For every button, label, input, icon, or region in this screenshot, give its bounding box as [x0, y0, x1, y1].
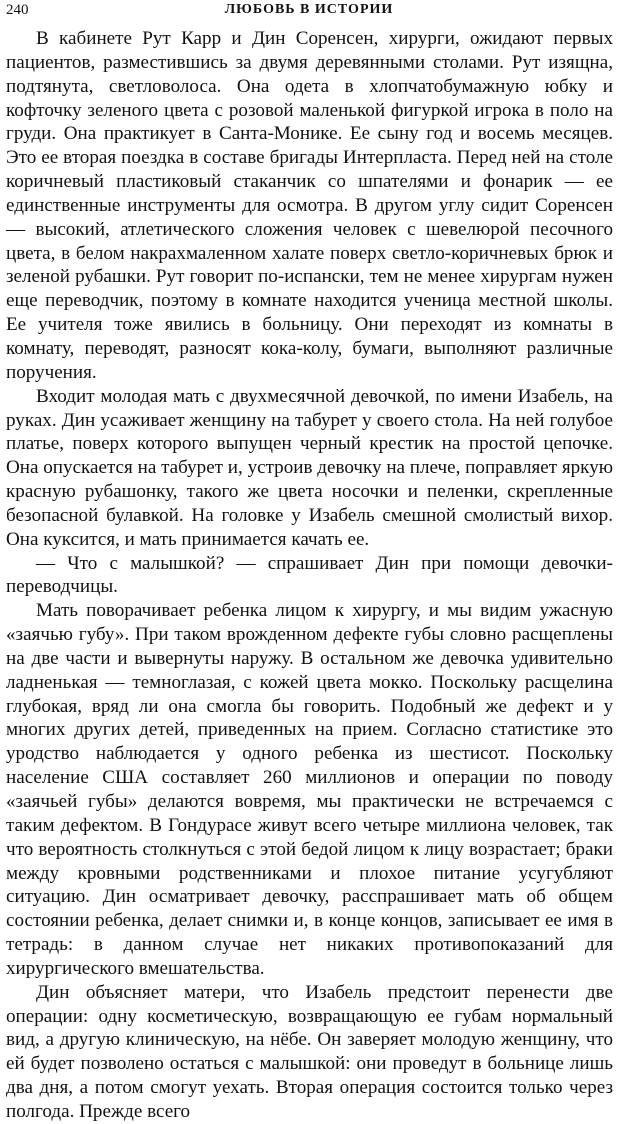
paragraph: Дин объясняет матери, что Изабель предстоит перенести две операции: одну косметическую, возвращающую ее губам нормальный вид, а другую клиническую, на нёбе. Он заверяет молодую женщину, что ей будет позволено остаться с малышкой: они проведут в больнице лишь два дня, а потом смогут уехать. Вторая операция состоится только через полгода. Прежде всего: [6, 981, 613, 1122]
page-number: 240: [6, 2, 29, 18]
paragraph: Мать поворачивает ребенка лицом к хирургу, и мы видим ужасную «заячью губу». При таком врожденном дефекте губы словно расщеплены на две части и вывернуты наружу. В остальном же девочка удивительно ладненькая — темноглазая, с кожей цвета мокко. Поскольку расщелина глубокая, вряд ли она смогла бы говорить. Подобный же дефект и у многих других детей, приведенных на прием. Согласно статистике это уродство наблюдается у одного ребенка из шестисот. Поскольку население США составляет 260 миллионов и операции по поводу «заячьей губы» делаются вовремя, мы практически не встречаемся с таким дефектом. В Гондурасе живут всего четыре миллиона человек, так что вероятность столкнуться с этой бедой лицом к лицу возрастает; браки между кровными родственниками и плохое питание усугубляют ситуацию. Дин осматривает девочку, расспрашивает мать об общем состоянии ребенка, делает снимки и, в конце концов, записывает ее имя в тетрадь: в данном случае нет никаких противопоказаний для хирургического вмешательства.: [6, 600, 613, 979]
page-header: [6, 0, 612, 22]
paragraph: В кабинете Рут Карр и Дин Соренсен, хирурги, ожидают первых пациентов, разместившись за двумя деревянными столами. Рут изящна, подтянута, светловолоса. Она одета в хлопчатобумажную юбку и кофточку зеленого цвета с розовой маленькой фигуркой игрока в поло на груди. Она практикует в Санта-Монике. Ее сыну год и восемь месяцев. Это ее вторая поездка в составе бригады Интерпласта. Перед ней на столе коричневый пластиковый стаканчик со шпателями и фонарик — ее единственные инструменты для осмотра. В другом углу сидит Соренсен — высокий, атлетического сложения человек с шевелюрой песочного цвета, в белом накрахмаленном халате поверх светло-коричневых брюк и зеленой рубашки. Рут говорит по-испански, тем не менее хирургам нужен еще переводчик, поэтому в комнате находится ученица местной школы. Ее учителя тоже явились в больницу. Они переходят из комнаты в комнату, переводят, разносят кока-колу, бумаги, выполняют различные поручения.: [6, 28, 613, 383]
body-text: [6, 27, 613, 1124]
paragraph: Входит молодая мать с двухмесячной девочкой, по имени Изабель, на руках. Дин усаживает женщину на табурет у своего стола. На ней голубое платье, поверх которого выпущен черный крестик на простой цепочке. Она опускается на табурет и, устроив девочку на плече, поправляет яркую красную рубашонку, такого же цвета носочки и пеленки, скрепленные безопасной булавкой. На головке у Изабель смешной смолистый вихор. Она куксится, и мать принимается качать ее.: [6, 385, 613, 550]
paragraph: — Что с малышкой? — спрашивает Дин при помощи девочки-переводчицы.: [6, 552, 613, 598]
running-title: ЛЮБОВЬ В ИСТОРИИ: [224, 2, 394, 17]
